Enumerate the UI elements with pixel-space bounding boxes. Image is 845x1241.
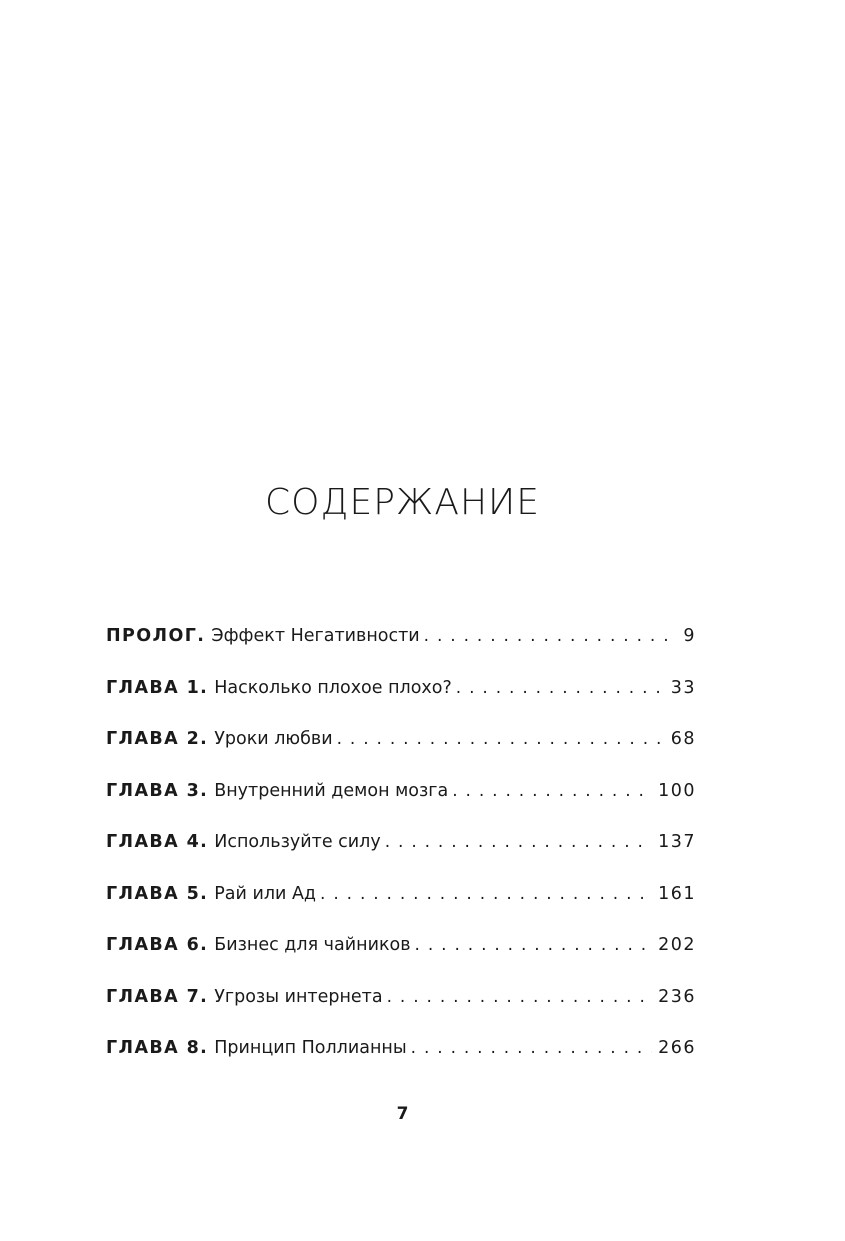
toc-entry-chapter-7[interactable] <box>106 981 696 1033</box>
toc-entry-label: ПРОЛОГ. <box>106 626 206 646</box>
toc-entry-title: Принцип Поллианны <box>214 1038 407 1058</box>
toc-entry-label: ГЛАВА 2. <box>106 729 209 749</box>
toc-entry-page: 236 <box>658 986 696 1007</box>
page-number: 7 <box>396 1104 409 1124</box>
toc-entry-title: Уроки любви <box>214 729 333 749</box>
dot-leader <box>385 826 652 858</box>
toc-entry-chapter-3[interactable] <box>106 775 696 827</box>
toc-entry-page: 9 <box>683 626 696 646</box>
toc-entry-title: Рай или Ад <box>214 883 317 904</box>
toc-entry-title: Используйте силу <box>214 832 381 852</box>
toc-entry-label: ГЛАВА 8. <box>106 1038 209 1058</box>
toc-entry-title: Насколько плохое плохо? <box>214 677 452 698</box>
toc-entry-title: Угрозы интернета <box>214 986 383 1007</box>
toc-entry-chapter-4[interactable] <box>106 826 696 878</box>
toc-entry-page: 68 <box>670 729 696 749</box>
toc-entry-page: 137 <box>658 832 696 852</box>
toc-entry-page: 202 <box>658 935 696 955</box>
dot-leader <box>320 878 652 910</box>
toc-entry-chapter-5[interactable] <box>106 878 696 930</box>
toc-entry-chapter-6[interactable] <box>106 929 696 981</box>
toc-entry-page: 266 <box>658 1038 696 1058</box>
toc-entry-label: ГЛАВА 6. <box>106 935 209 955</box>
dot-leader <box>415 929 653 961</box>
toc-entry-chapter-2[interactable] <box>106 723 696 775</box>
toc-entry-prologue[interactable] <box>106 620 696 672</box>
toc-entry-label: ГЛАВА 7. <box>106 986 209 1007</box>
toc-entry-chapter-1[interactable] <box>106 672 696 724</box>
toc-entry-label: ГЛАВА 4. <box>106 832 209 852</box>
dot-leader <box>452 775 652 807</box>
table-of-contents <box>106 620 696 1084</box>
toc-entry-page: 100 <box>658 780 696 801</box>
toc-entry-label: ГЛАВА 5. <box>106 883 209 904</box>
dot-leader <box>387 981 652 1013</box>
toc-entry-title: Внутренний демон мозга <box>214 780 449 801</box>
toc-entry-title: Бизнес для чайников <box>214 935 411 955</box>
dot-leader <box>424 620 678 652</box>
toc-entry-page: 161 <box>658 883 696 904</box>
toc-entry-title: Эффект Негативности <box>211 626 420 646</box>
toc-entry-label: ГЛАВА 1. <box>106 677 209 698</box>
dot-leader <box>456 672 665 704</box>
toc-entry-page: 33 <box>670 677 696 698</box>
dot-leader <box>411 1032 652 1064</box>
toc-entry-chapter-8[interactable] <box>106 1032 696 1084</box>
toc-heading: СОДЕРЖАНИЕ <box>265 482 540 523</box>
dot-leader <box>337 723 665 755</box>
toc-entry-label: ГЛАВА 3. <box>106 780 209 801</box>
